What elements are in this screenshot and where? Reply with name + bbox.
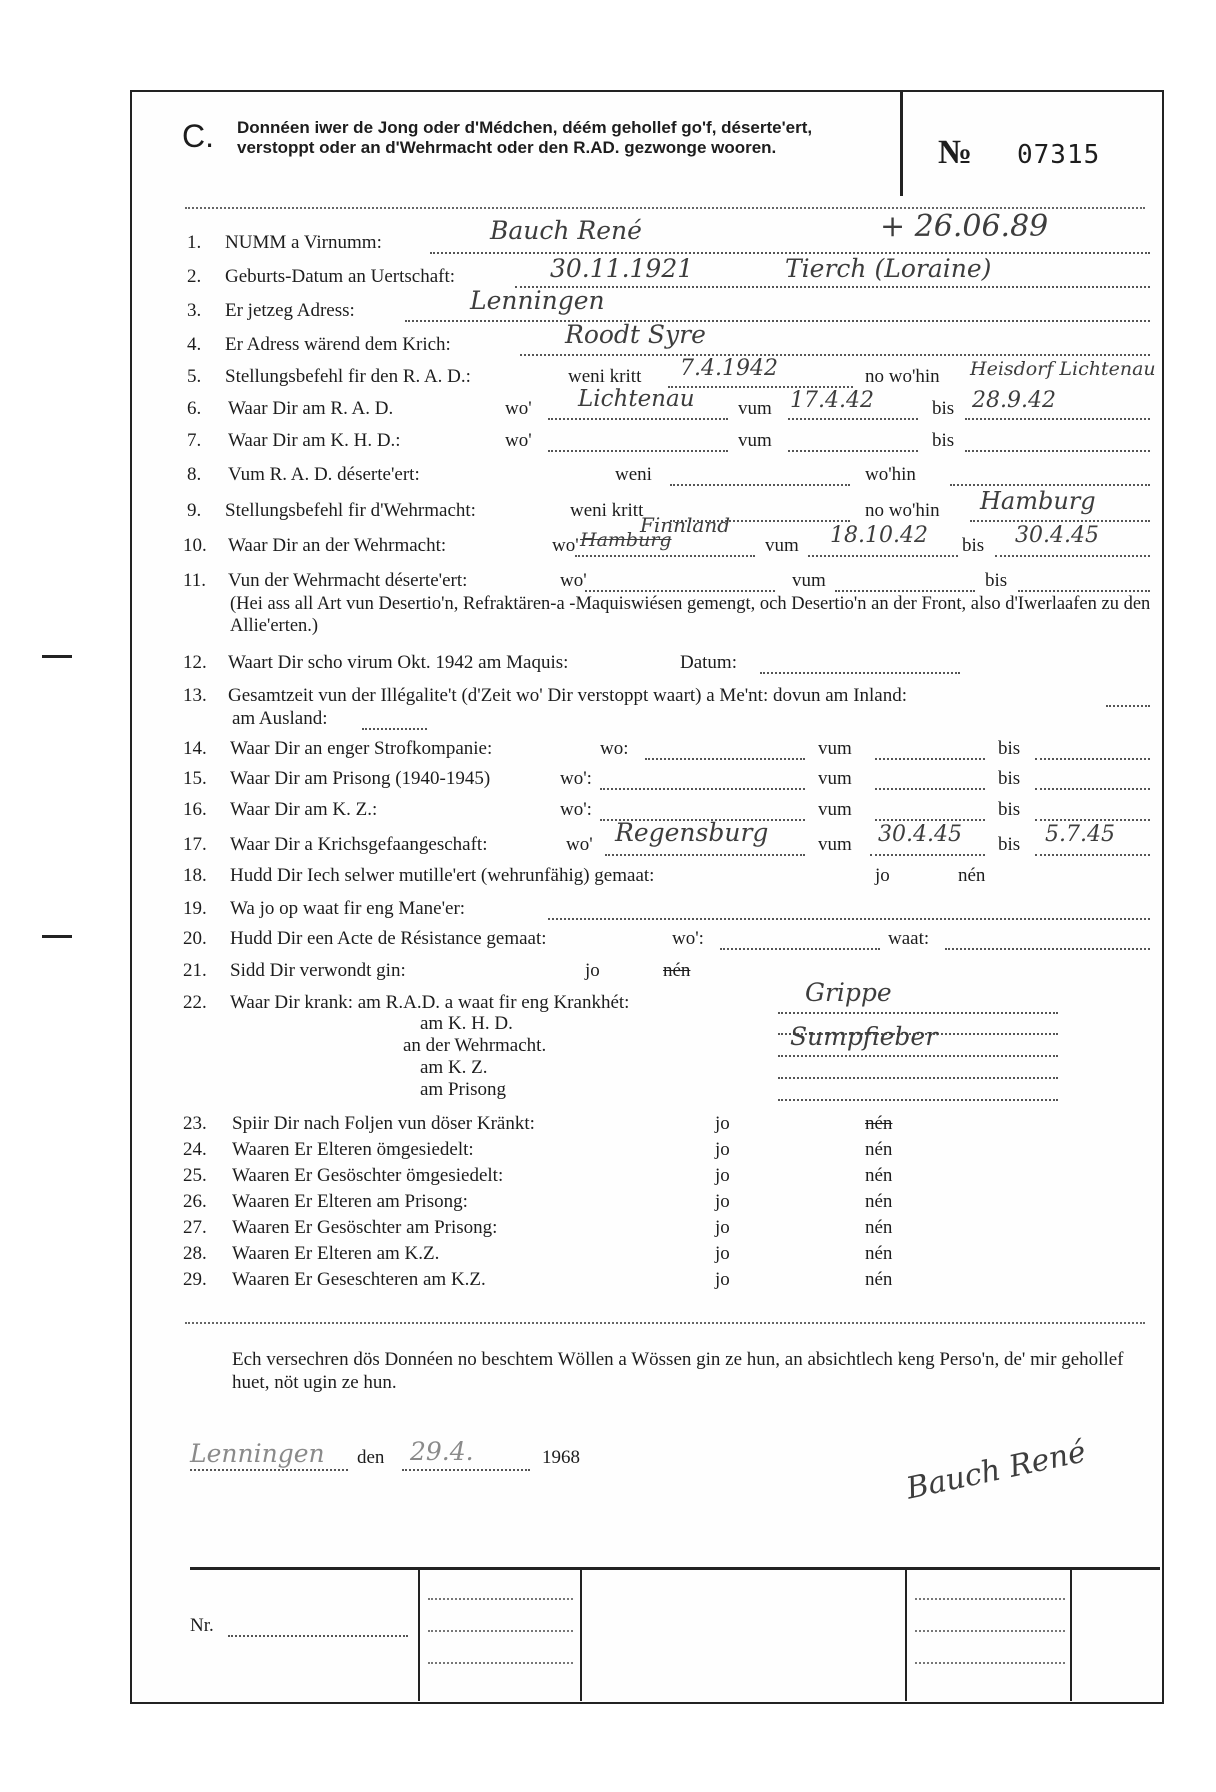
field-label: Vum R. A. D. déserte'ert: [228,464,420,485]
vum-label: vum [792,570,826,591]
field-number: 7. [187,430,202,451]
bis-label: bis [932,398,955,419]
field-number: 24. [183,1139,207,1160]
weni-label: weni [615,464,652,485]
inland-months-field[interactable] [1106,691,1150,707]
birth-place-value: Tierch (Loraine) [785,254,992,283]
address-value: Lenningen [470,286,605,315]
den-label: den [357,1447,385,1468]
field-label: Wa jo op waat fir eng Mane'er: [230,898,466,919]
rad-from-value: 17.4.42 [790,388,874,413]
vum-label: vum [738,398,772,419]
birth-date-value: 30.11.1921 [550,254,694,283]
field-label-ausland: am Ausland: [232,708,328,729]
declaration-dotted-rule [185,1322,1145,1324]
field-number: 1. [187,232,202,253]
field-label: Waar Dir an der Wehrmacht: [228,535,447,556]
field-number: 29. [183,1269,207,1290]
nr-label: Nr. [190,1615,214,1636]
illness-kz-field[interactable] [778,1063,1058,1079]
number-prefix: № [938,134,973,171]
field-label: Waar Dir am Prisong (1940-1945) [230,768,491,789]
footer-col-divider [905,1568,907,1701]
waat-label: waat: [888,928,930,949]
field-number: 11. [183,570,207,591]
footer-cell-dots [428,1598,573,1600]
field-label: Er jetzeg Adress: [225,300,355,321]
resistance-place-field[interactable] [720,934,880,950]
field-number: 19. [183,898,207,919]
margin-mark [42,655,72,658]
nen-option[interactable]: nén [865,1139,893,1160]
field-label: Waaren Er Elteren ömgesiedelt: [232,1139,474,1160]
wo-label: wo': [560,799,592,820]
nen-option[interactable]: nén [865,1113,893,1134]
nen-option[interactable]: nén [958,865,986,886]
header-divider [900,90,903,196]
nen-option[interactable]: nén [865,1269,893,1290]
footer-col-divider [580,1568,582,1701]
year-label: 1968 [542,1447,580,1468]
field-number: 12. [183,652,207,673]
nen-option[interactable]: nén [663,960,691,981]
field-number: 10. [183,535,207,556]
death-date-value: + 26.06.89 [880,209,1049,244]
field-number: 17. [183,834,207,855]
jo-option[interactable]: jo [715,1243,730,1264]
section-letter: C. [182,118,214,154]
field-label: Waar Dir am K. Z.: [230,799,378,820]
section-title: Donnéen iwer de Jong oder d'Médchen, déém gehollef go'f, déserte'ert, verstoppt oder an d'Wehrmacht oder den R.AD. gezwonge wooren. [237,118,813,157]
strofkompanie-from-field[interactable] [875,744,985,760]
rad-order-date-value: 7.4.1942 [680,356,778,381]
footer-cell-dots [428,1662,573,1664]
footer-cell-dots [915,1630,1065,1632]
khd-to-field[interactable] [965,436,1150,452]
wo-label: wo' [560,570,587,591]
mutilation-method-field[interactable] [548,904,1150,920]
field-number: 23. [183,1113,207,1134]
bis-label: bis [998,834,1021,855]
vum-label: vum [765,535,799,556]
field-number: 15. [183,768,207,789]
footer-col-divider [1070,1568,1072,1701]
jo-option[interactable]: jo [715,1269,730,1290]
field-number: 9. [187,500,202,521]
wo-label: wo' [566,834,593,855]
vum-label: vum [818,738,852,759]
ausland-months-field[interactable] [362,714,427,730]
wo-label: wo': [672,928,704,949]
khd-from-field[interactable] [788,436,918,452]
illness-sub-label: an der Wehrmacht. [403,1035,547,1056]
bis-label: bis [985,570,1008,591]
field-label: Waar Dir am R. A. D. [228,398,394,419]
jo-option[interactable]: jo [715,1165,730,1186]
pow-to-value: 5.7.45 [1045,822,1115,847]
khd-place-field[interactable] [548,436,728,452]
vum-label: vum [818,834,852,855]
field-number: 21. [183,960,207,981]
wehrmacht-place-struck: Hamburg [580,529,672,551]
rad-desertion-dest-field[interactable] [950,470,1150,486]
kz-from-field[interactable] [875,805,985,821]
field-number: 6. [187,398,202,419]
field-number: 4. [187,334,202,355]
desertion-note: (Hei ass all Art vun Desertio'n, Refraktären-a -Maquiswiésen gemengt, och Desertio'n an der Front, also d'Iwerlaafen zu den Allie'erten.) [230,594,1151,636]
declaration-text: Ech versechren dös Donnéen no beschtem Wöllen a Wössen gin ze hun, an absichtlech keng Perso'n, de' mir gehollef huet, nöt ugin ze hun. [232,1349,1124,1393]
wehrmacht-to-value: 30.4.45 [1015,523,1099,548]
illness-prisong-field[interactable] [778,1085,1058,1101]
field-label: Vun der Wehrmacht déserte'ert: [228,570,468,591]
field-number: 27. [183,1217,207,1238]
footer-col-divider [418,1568,420,1701]
nen-option[interactable]: nén [865,1217,893,1238]
field-label: Waaren Er Gesöschter ömgesiedelt: [232,1165,504,1186]
field-label: Waaren Er Elteren am Prisong: [232,1191,468,1212]
field-number: 13. [183,685,207,706]
weni-label: weni kritt [568,366,642,387]
jo-option[interactable]: jo [875,865,890,886]
wo-label: wo' [552,535,579,556]
weni-label: weni kritt [570,500,644,521]
bis-label: bis [962,535,985,556]
signature: Bauch René [903,1434,1089,1507]
bis-label: bis [998,738,1021,759]
prison-to-field[interactable] [1035,774,1150,790]
wo-label: wo' [505,398,532,419]
field-label: Waaren Er Elteren am K.Z. [232,1243,440,1264]
field-number: 25. [183,1165,207,1186]
rad-to-value: 28.9.42 [972,388,1056,413]
field-number: 16. [183,799,207,820]
kz-to-field[interactable] [1035,805,1150,821]
wehrmacht-desertion-place-field[interactable] [585,576,775,592]
datum-label: Datum: [680,652,737,673]
strofkompanie-to-field[interactable] [1035,744,1150,760]
wohin-label: no wo'hin [865,366,940,387]
illness-sub-label: am Prisong [420,1079,507,1100]
signature-date-value: 29.4. [410,1437,474,1466]
nr-field[interactable] [228,1621,408,1637]
wohin-label: no wo'hin [865,500,940,521]
footer-table-top-rule [190,1567,1160,1570]
nen-option[interactable]: nén [865,1165,893,1186]
field-number: 20. [183,928,207,949]
field-label: Waar Dir an enger Strofkompanie: [230,738,493,759]
field-label: Waar Dir a Krichsgefaangeschaft: [230,834,488,855]
field-label: Hudd Dir Iech selwer mutille'ert (wehrunfähig) gemaat: [230,865,655,886]
rad-place-value: Lichtenau [578,386,695,412]
field-number: 18. [183,865,207,886]
field-number: 2. [187,266,202,287]
pow-place-value: Regensburg [615,818,769,847]
field-number: 28. [183,1243,207,1264]
jo-option[interactable]: jo [715,1139,730,1160]
pow-from-value: 30.4.45 [878,822,962,847]
field-label: Stellungsbefehl fir d'Wehrmacht: [225,500,476,521]
wo-label: wo': [560,768,592,789]
illness-sub-label: am K. Z. [420,1057,488,1078]
bis-label: bis [998,768,1021,789]
nen-option[interactable]: nén [865,1243,893,1264]
nen-option[interactable]: nén [865,1191,893,1212]
vum-label: vum [738,430,772,451]
field-label: NUMM a Virnumm: [225,232,382,253]
field-label: Stellungsbefehl fir den R. A. D.: [225,366,471,387]
field-number: 3. [187,300,202,321]
resistance-act-field[interactable] [945,934,1150,950]
vum-label: vum [818,768,852,789]
jo-option[interactable]: jo [715,1113,730,1134]
wo-label: wo: [600,738,629,759]
wohin-label: wo'hin [865,464,916,485]
jo-option[interactable]: jo [715,1217,730,1238]
wehrmacht-from-value: 18.10.42 [830,523,928,548]
war-address-value: Roodt Syre [565,320,706,349]
rad-destination-value: Heisdorf Lichtenau [970,358,1156,380]
margin-mark [42,935,72,938]
jo-option[interactable]: jo [715,1191,730,1212]
field-label: Waar Dir krank: am R.A.D. a waat fir eng Krankhét: [230,992,630,1013]
name-value: Bauch René [490,216,642,245]
prison-from-field[interactable] [875,774,985,790]
illness-rad-value: Grippe [805,978,892,1007]
field-label: Waaren Er Gesöschter am Prisong: [232,1217,498,1238]
wehrmacht-place-value: Finnland [640,513,731,537]
footer-cell-dots [915,1598,1065,1600]
form-number: 07315 [1017,140,1101,170]
strofkompanie-place-field[interactable] [645,744,805,760]
wehrmacht-desertion-from-field[interactable] [835,576,975,592]
field-label: Waar Dir am K. H. D.: [228,430,401,451]
wo-label: wo' [505,430,532,451]
bis-label: bis [932,430,955,451]
field-number: 8. [187,464,202,485]
signature-place-value: Lenningen [190,1439,325,1468]
field-label: Gesamtzeit vun der Illégalite't (d'Zeit wo' Dir verstoppt waart) a Me'nt: dovun am Inland: [228,685,908,706]
field-label: Er Adress wärend dem Krich: [225,334,451,355]
illness-sub-label: am K. H. D. [420,1013,513,1034]
illness-wehrmacht-value: Sumpfieber [790,1022,938,1051]
field-label: Sidd Dir verwondt gin: [230,960,406,981]
field-number: 22. [183,992,207,1013]
field-label: Waart Dir scho virum Okt. 1942 am Maquis: [228,652,569,673]
prison-place-field[interactable] [600,774,805,790]
rad-desertion-date-field[interactable] [670,470,850,486]
field-label: Spiir Dir nach Foljen vun döser Kränkt: [232,1113,535,1134]
wehrmacht-desertion-to-field[interactable] [1018,576,1150,592]
vum-label: vum [818,799,852,820]
bis-label: bis [998,799,1021,820]
wehrmacht-dest-value: Hamburg [980,487,1096,515]
field-label: Hudd Dir een Acte de Résistance gemaat: [230,928,547,949]
field-label: Geburts-Datum an Uertschaft: [225,266,456,287]
jo-option[interactable]: jo [585,960,600,981]
maquis-date-field[interactable] [760,658,960,674]
field-label: Waaren Er Geseschteren am K.Z. [232,1269,486,1290]
field-number: 14. [183,738,207,759]
footer-cell-dots [915,1662,1065,1664]
footer-cell-dots [428,1630,573,1632]
field-number: 26. [183,1191,207,1212]
field-number: 5. [187,366,202,387]
